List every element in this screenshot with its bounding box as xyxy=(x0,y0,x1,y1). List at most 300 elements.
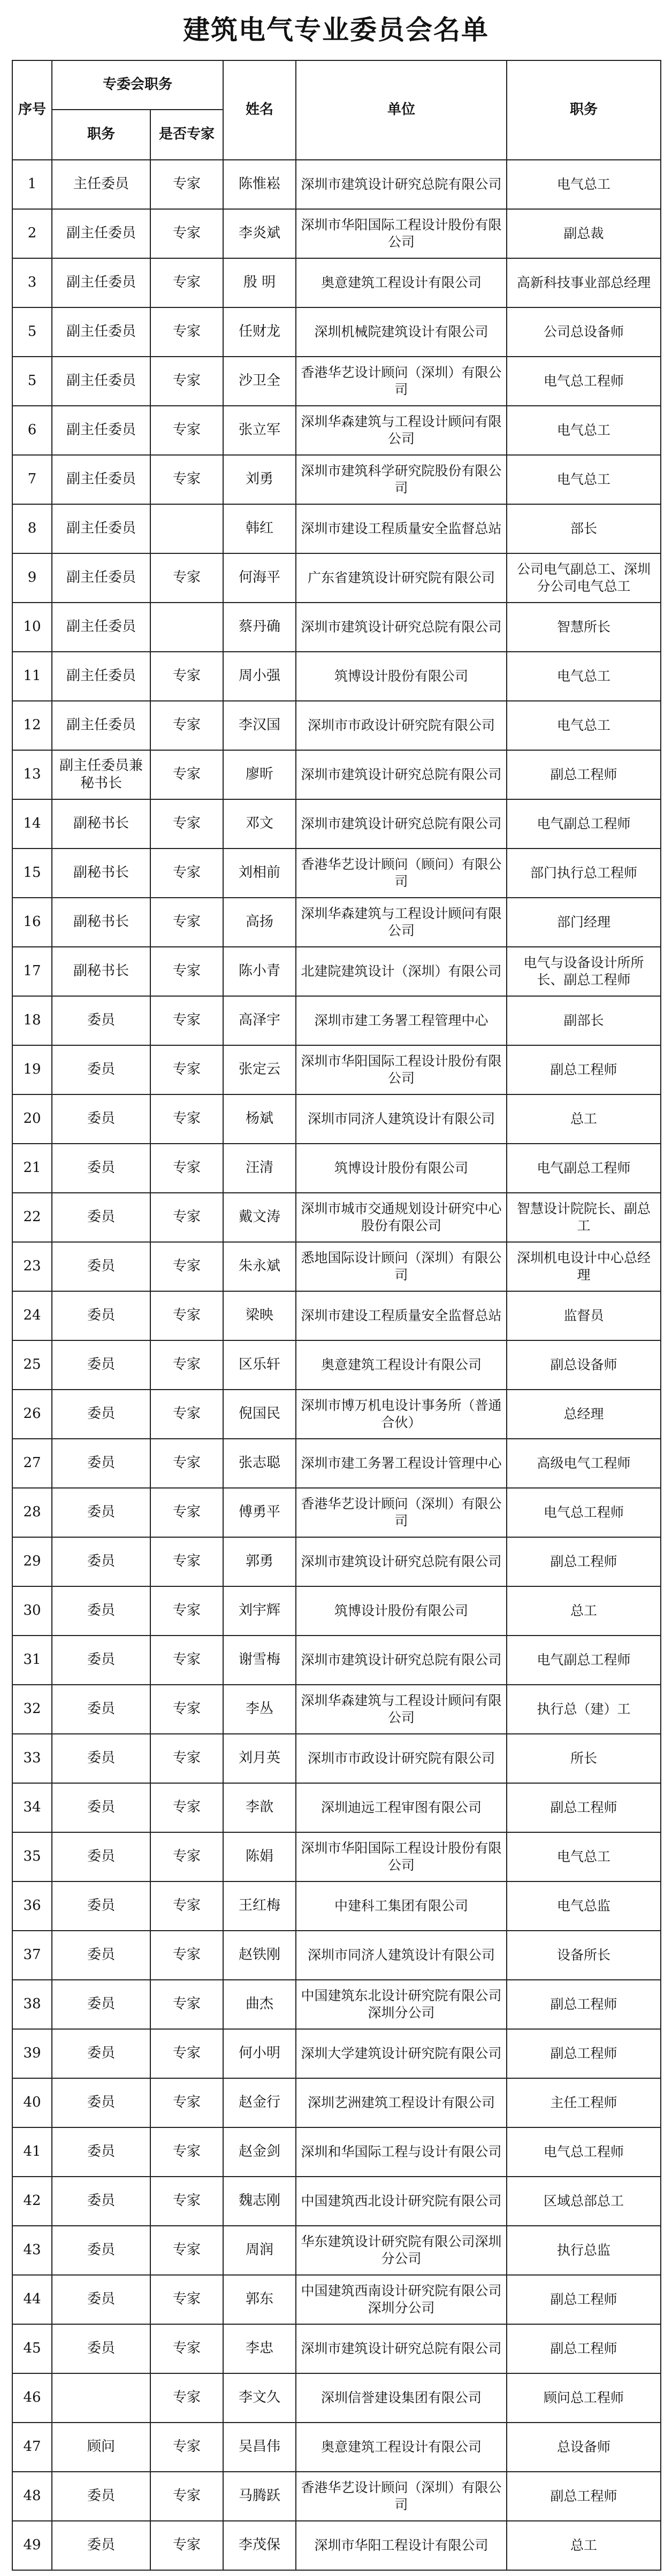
cell-seq: 5 xyxy=(12,307,52,357)
cell-name: 周润 xyxy=(223,2226,296,2275)
table-row xyxy=(12,898,661,947)
cell-name: 沙卫全 xyxy=(223,357,296,406)
cell-name: 马腾跃 xyxy=(223,2472,296,2521)
cell-name: 傅勇平 xyxy=(223,1488,296,1537)
cell-name: 倪国民 xyxy=(223,1390,296,1439)
cell-seq: 1 xyxy=(12,160,52,209)
table-row xyxy=(12,1881,661,1931)
cell-seq: 41 xyxy=(12,2127,52,2177)
cell-seq: 25 xyxy=(12,1340,52,1390)
cell-role: 主任委员 xyxy=(52,160,150,209)
cell-seq: 17 xyxy=(12,947,52,996)
cell-expert: 专家 xyxy=(150,307,223,357)
cell-role: 委员 xyxy=(52,1094,150,1144)
cell-expert: 专家 xyxy=(150,1340,223,1390)
cell-unit: 深圳市华阳国际工程设计股份有限公司 xyxy=(296,1832,507,1881)
cell-seq: 39 xyxy=(12,2029,52,2078)
cell-position: 副总工程师 xyxy=(507,750,661,799)
cell-unit: 深圳市建筑设计研究总院有限公司 xyxy=(296,750,507,799)
table-row xyxy=(12,750,661,799)
cell-name: 区乐轩 xyxy=(223,1340,296,1390)
table-row xyxy=(12,2324,661,2373)
cell-expert: 专家 xyxy=(150,1537,223,1586)
cell-seq: 21 xyxy=(12,1144,52,1193)
cell-role: 委员 xyxy=(52,1439,150,1488)
cell-position: 总工 xyxy=(507,1586,661,1636)
cell-expert: 专家 xyxy=(150,1832,223,1881)
cell-seq: 43 xyxy=(12,2226,52,2275)
cell-unit: 香港华艺设计顾问（深圳）有限公司 xyxy=(296,2472,507,2521)
table-row xyxy=(12,1931,661,1980)
table-row xyxy=(12,2078,661,2127)
table-row xyxy=(12,1242,661,1291)
cell-seq: 46 xyxy=(12,2373,52,2423)
cell-unit: 深圳市城市交通规划设计研究中心股份有限公司 xyxy=(296,1193,507,1242)
cell-expert: 专家 xyxy=(150,553,223,603)
cell-name: 戴文涛 xyxy=(223,1193,296,1242)
cell-position: 副总工程师 xyxy=(507,1783,661,1832)
cell-position: 智慧所长 xyxy=(507,603,661,652)
cell-unit: 深圳市市政设计研究院有限公司 xyxy=(296,1734,507,1783)
cell-unit: 中国建筑东北设计研究院有限公司深圳分公司 xyxy=(296,1980,507,2029)
cell-seq: 44 xyxy=(12,2275,52,2324)
table-row xyxy=(12,1832,661,1881)
cell-seq: 36 xyxy=(12,1881,52,1931)
header-row-top xyxy=(12,60,661,110)
cell-role: 委员 xyxy=(52,1144,150,1193)
cell-unit: 深圳市建设工程质量安全监督总站 xyxy=(296,1291,507,1340)
table-row xyxy=(12,2423,661,2472)
cell-seq: 20 xyxy=(12,1094,52,1144)
cell-position: 部门经理 xyxy=(507,898,661,947)
table-row xyxy=(12,1439,661,1488)
cell-expert: 专家 xyxy=(150,209,223,258)
cell-role: 委员 xyxy=(52,1340,150,1390)
cell-unit: 筑博设计股份有限公司 xyxy=(296,652,507,701)
cell-seq: 45 xyxy=(12,2324,52,2373)
cell-expert: 专家 xyxy=(150,455,223,504)
cell-role: 委员 xyxy=(52,2226,150,2275)
cell-expert: 专家 xyxy=(150,2177,223,2226)
cell-role: 委员 xyxy=(52,1832,150,1881)
cell-position: 电气总工 xyxy=(507,160,661,209)
cell-unit: 筑博设计股份有限公司 xyxy=(296,1144,507,1193)
cell-seq: 32 xyxy=(12,1685,52,1734)
cell-position: 电气总工程师 xyxy=(507,357,661,406)
cell-role: 委员 xyxy=(52,1734,150,1783)
cell-position: 执行总监 xyxy=(507,2226,661,2275)
cell-role: 副主任委员 xyxy=(52,553,150,603)
cell-seq: 37 xyxy=(12,1931,52,1980)
cell-name: 郭勇 xyxy=(223,1537,296,1586)
cell-role: 副主任委员 xyxy=(52,209,150,258)
cell-position: 电气副总工程师 xyxy=(507,1144,661,1193)
header-expert: 是否专家 xyxy=(150,110,223,160)
cell-seq: 12 xyxy=(12,701,52,750)
cell-name: 殷 明 xyxy=(223,258,296,307)
cell-expert: 专家 xyxy=(150,1636,223,1685)
cell-unit: 深圳市建筑设计研究总院有限公司 xyxy=(296,160,507,209)
cell-name: 张立军 xyxy=(223,406,296,455)
cell-unit: 北建院建筑设计（深圳）有限公司 xyxy=(296,947,507,996)
table-row xyxy=(12,1586,661,1636)
cell-name: 李炎斌 xyxy=(223,209,296,258)
cell-expert: 专家 xyxy=(150,357,223,406)
cell-seq: 33 xyxy=(12,1734,52,1783)
cell-position: 总经理 xyxy=(507,1390,661,1439)
cell-seq: 2 xyxy=(12,209,52,258)
cell-role: 委员 xyxy=(52,2521,150,2570)
table-row xyxy=(12,1390,661,1439)
cell-name: 张定云 xyxy=(223,1045,296,1094)
cell-unit: 中国建筑西南设计研究院有限公司深圳分公司 xyxy=(296,2275,507,2324)
cell-unit: 深圳市华阳国际工程设计股份有限公司 xyxy=(296,1045,507,1094)
cell-unit: 筑博设计股份有限公司 xyxy=(296,1586,507,1636)
cell-name: 李汉国 xyxy=(223,701,296,750)
cell-seq: 5 xyxy=(12,357,52,406)
cell-expert: 专家 xyxy=(150,1783,223,1832)
header-unit: 单位 xyxy=(296,60,507,160)
cell-seq: 24 xyxy=(12,1291,52,1340)
table-row xyxy=(12,1094,661,1144)
table-row xyxy=(12,1340,661,1390)
cell-position: 区域总部总工 xyxy=(507,2177,661,2226)
table-row xyxy=(12,2275,661,2324)
cell-role: 副秘书长 xyxy=(52,799,150,849)
cell-unit: 深圳艺洲建筑工程设计有限公司 xyxy=(296,2078,507,2127)
cell-seq: 16 xyxy=(12,898,52,947)
table-row xyxy=(12,1734,661,1783)
cell-name: 李茂保 xyxy=(223,2521,296,2570)
cell-expert: 专家 xyxy=(150,701,223,750)
cell-name: 陈惟崧 xyxy=(223,160,296,209)
cell-name: 汪清 xyxy=(223,1144,296,1193)
cell-expert xyxy=(150,504,223,553)
cell-expert: 专家 xyxy=(150,1094,223,1144)
cell-unit: 深圳市建筑科学研究院股份有限公司 xyxy=(296,455,507,504)
cell-seq: 23 xyxy=(12,1242,52,1291)
cell-role: 委员 xyxy=(52,2078,150,2127)
cell-name: 魏志刚 xyxy=(223,2177,296,2226)
cell-expert: 专家 xyxy=(150,898,223,947)
cell-seq: 47 xyxy=(12,2423,52,2472)
cell-unit: 深圳市建工务署工程设计管理中心 xyxy=(296,1439,507,1488)
cell-name: 邓文 xyxy=(223,799,296,849)
cell-expert: 专家 xyxy=(150,1881,223,1931)
cell-expert: 专家 xyxy=(150,1291,223,1340)
cell-seq: 26 xyxy=(12,1390,52,1439)
cell-role: 副主任委员 xyxy=(52,701,150,750)
cell-position: 副总工程师 xyxy=(507,2324,661,2373)
table-row xyxy=(12,504,661,553)
cell-unit: 深圳市建筑设计研究总院有限公司 xyxy=(296,1537,507,1586)
cell-expert: 专家 xyxy=(150,2472,223,2521)
cell-name: 李歆 xyxy=(223,1783,296,1832)
cell-name: 郭东 xyxy=(223,2275,296,2324)
cell-position: 副总设备师 xyxy=(507,1340,661,1390)
cell-role: 委员 xyxy=(52,1881,150,1931)
cell-name: 杨斌 xyxy=(223,1094,296,1144)
cell-expert: 专家 xyxy=(150,1685,223,1734)
cell-role: 委员 xyxy=(52,1636,150,1685)
cell-expert: 专家 xyxy=(150,2373,223,2423)
cell-name: 高泽宇 xyxy=(223,996,296,1045)
table-row xyxy=(12,406,661,455)
cell-position: 电气总工程师 xyxy=(507,1488,661,1537)
cell-unit: 深圳市建筑设计研究总院有限公司 xyxy=(296,799,507,849)
cell-expert: 专家 xyxy=(150,2127,223,2177)
header-committee-group: 专委会职务 xyxy=(52,60,223,110)
cell-position: 副部长 xyxy=(507,996,661,1045)
cell-expert: 专家 xyxy=(150,2324,223,2373)
cell-expert: 专家 xyxy=(150,1931,223,1980)
cell-name: 王红梅 xyxy=(223,1881,296,1931)
cell-unit: 深圳市同济人建筑设计有限公司 xyxy=(296,1931,507,1980)
cell-expert: 专家 xyxy=(150,652,223,701)
cell-role: 委员 xyxy=(52,2177,150,2226)
table-row xyxy=(12,2226,661,2275)
cell-unit: 香港华艺设计顾问（顾问）有限公司 xyxy=(296,849,507,898)
cell-seq: 28 xyxy=(12,1488,52,1537)
table-row xyxy=(12,1980,661,2029)
cell-position: 总工 xyxy=(507,1094,661,1144)
cell-role: 委员 xyxy=(52,1783,150,1832)
cell-role: 委员 xyxy=(52,2275,150,2324)
cell-seq: 22 xyxy=(12,1193,52,1242)
cell-role: 委员 xyxy=(52,1931,150,1980)
table-row xyxy=(12,1045,661,1094)
cell-expert xyxy=(150,603,223,652)
cell-expert: 专家 xyxy=(150,160,223,209)
cell-seq: 10 xyxy=(12,603,52,652)
cell-seq: 38 xyxy=(12,1980,52,2029)
cell-unit: 深圳和华国际工程与设计有限公司 xyxy=(296,2127,507,2177)
cell-seq: 27 xyxy=(12,1439,52,1488)
cell-role: 委员 xyxy=(52,996,150,1045)
cell-role: 委员 xyxy=(52,2472,150,2521)
cell-unit: 奥意建筑工程设计有限公司 xyxy=(296,1340,507,1390)
table-row xyxy=(12,1783,661,1832)
cell-expert: 专家 xyxy=(150,406,223,455)
cell-name: 吴昌伟 xyxy=(223,2423,296,2472)
table-row xyxy=(12,996,661,1045)
cell-expert: 专家 xyxy=(150,750,223,799)
cell-position: 所长 xyxy=(507,1734,661,1783)
cell-unit: 中建科工集团有限公司 xyxy=(296,1881,507,1931)
cell-role: 委员 xyxy=(52,1488,150,1537)
cell-unit: 深圳华森建筑与工程设计顾问有限公司 xyxy=(296,1685,507,1734)
cell-position: 电气总工 xyxy=(507,652,661,701)
cell-role: 委员 xyxy=(52,2029,150,2078)
cell-seq: 6 xyxy=(12,406,52,455)
table-row xyxy=(12,1291,661,1340)
cell-role: 副主任委员 xyxy=(52,307,150,357)
cell-seq: 42 xyxy=(12,2177,52,2226)
cell-seq: 18 xyxy=(12,996,52,1045)
cell-role: 委员 xyxy=(52,1390,150,1439)
table-row xyxy=(12,652,661,701)
header-name: 姓名 xyxy=(223,60,296,160)
cell-name: 周小强 xyxy=(223,652,296,701)
cell-role: 委员 xyxy=(52,2324,150,2373)
cell-name: 梁映 xyxy=(223,1291,296,1340)
table-row xyxy=(12,2029,661,2078)
cell-unit: 奥意建筑工程设计有限公司 xyxy=(296,258,507,307)
cell-expert: 专家 xyxy=(150,2029,223,2078)
cell-unit: 深圳信誉建设集团有限公司 xyxy=(296,2373,507,2423)
cell-role: 委员 xyxy=(52,1537,150,1586)
cell-name: 李丛 xyxy=(223,1685,296,1734)
cell-position: 副总裁 xyxy=(507,209,661,258)
cell-position: 电气总工 xyxy=(507,406,661,455)
cell-unit: 深圳市市政设计研究院有限公司 xyxy=(296,701,507,750)
header-position: 职务 xyxy=(507,60,661,160)
cell-expert: 专家 xyxy=(150,1242,223,1291)
cell-position: 电气副总工程师 xyxy=(507,1636,661,1685)
table-row xyxy=(12,701,661,750)
cell-name: 赵金行 xyxy=(223,2078,296,2127)
table-body xyxy=(12,160,661,2570)
cell-expert: 专家 xyxy=(150,1980,223,2029)
cell-expert: 专家 xyxy=(150,2423,223,2472)
cell-name: 谢雪梅 xyxy=(223,1636,296,1685)
cell-unit: 深圳市华阳国际工程设计股份有限公司 xyxy=(296,209,507,258)
cell-expert: 专家 xyxy=(150,947,223,996)
table-row xyxy=(12,209,661,258)
cell-unit: 深圳市同济人建筑设计有限公司 xyxy=(296,1094,507,1144)
cell-name: 陈娟 xyxy=(223,1832,296,1881)
table-row xyxy=(12,2127,661,2177)
table-row xyxy=(12,1488,661,1537)
cell-position: 副总工程师 xyxy=(507,2029,661,2078)
cell-unit: 华东建筑设计研究院有限公司深圳分公司 xyxy=(296,2226,507,2275)
cell-role: 委员 xyxy=(52,2127,150,2177)
cell-name: 李文久 xyxy=(223,2373,296,2423)
cell-unit: 深圳市建筑设计研究总院有限公司 xyxy=(296,1636,507,1685)
table-row xyxy=(12,1636,661,1685)
cell-expert: 专家 xyxy=(150,849,223,898)
table-row xyxy=(12,2177,661,2226)
cell-seq: 9 xyxy=(12,553,52,603)
table-row xyxy=(12,849,661,898)
cell-role: 副主任委员 xyxy=(52,357,150,406)
cell-unit: 深圳市博万机电设计事务所（普通合伙） xyxy=(296,1390,507,1439)
cell-seq: 7 xyxy=(12,455,52,504)
cell-position: 深圳机电设计中心总经理 xyxy=(507,1242,661,1291)
cell-position: 电气总监 xyxy=(507,1881,661,1931)
cell-name: 赵金剑 xyxy=(223,2127,296,2177)
cell-seq: 13 xyxy=(12,750,52,799)
cell-seq: 31 xyxy=(12,1636,52,1685)
table-row xyxy=(12,947,661,996)
cell-position: 总设备师 xyxy=(507,2423,661,2472)
cell-position: 副总工程师 xyxy=(507,1980,661,2029)
cell-seq: 48 xyxy=(12,2472,52,2521)
cell-expert: 专家 xyxy=(150,258,223,307)
cell-position: 部长 xyxy=(507,504,661,553)
cell-role: 委员 xyxy=(52,1685,150,1734)
cell-expert: 专家 xyxy=(150,1193,223,1242)
cell-position: 电气副总工程师 xyxy=(507,799,661,849)
cell-role: 副主任委员 xyxy=(52,258,150,307)
cell-unit: 深圳迪远工程审图有限公司 xyxy=(296,1783,507,1832)
cell-name: 陈小青 xyxy=(223,947,296,996)
cell-expert: 专家 xyxy=(150,1045,223,1094)
cell-seq: 19 xyxy=(12,1045,52,1094)
cell-expert: 专家 xyxy=(150,2275,223,2324)
cell-expert: 专家 xyxy=(150,799,223,849)
cell-name: 刘勇 xyxy=(223,455,296,504)
table-row xyxy=(12,799,661,849)
cell-position: 副总工程师 xyxy=(507,2472,661,2521)
table-row xyxy=(12,603,661,652)
cell-unit: 深圳市华阳工程设计有限公司 xyxy=(296,2521,507,2570)
cell-role: 副主任委员 xyxy=(52,406,150,455)
cell-position: 智慧设计院院长、副总工 xyxy=(507,1193,661,1242)
cell-position: 电气总工 xyxy=(507,455,661,504)
cell-seq: 3 xyxy=(12,258,52,307)
cell-role: 副主任委员 xyxy=(52,652,150,701)
cell-expert: 专家 xyxy=(150,1439,223,1488)
cell-name: 韩红 xyxy=(223,504,296,553)
cell-expert: 专家 xyxy=(150,1488,223,1537)
cell-position: 执行总（建）工 xyxy=(507,1685,661,1734)
cell-role: 副秘书长 xyxy=(52,849,150,898)
cell-unit: 深圳华森建筑与工程设计顾问有限公司 xyxy=(296,406,507,455)
cell-seq: 34 xyxy=(12,1783,52,1832)
table-row xyxy=(12,1193,661,1242)
cell-name: 刘月英 xyxy=(223,1734,296,1783)
table-row xyxy=(12,1685,661,1734)
cell-name: 高扬 xyxy=(223,898,296,947)
cell-position: 电气总工 xyxy=(507,1832,661,1881)
cell-seq: 40 xyxy=(12,2078,52,2127)
cell-position: 副总工程师 xyxy=(507,1045,661,1094)
header-role: 职务 xyxy=(52,110,150,160)
cell-role: 委员 xyxy=(52,1242,150,1291)
table-row xyxy=(12,160,661,209)
cell-name: 刘相前 xyxy=(223,849,296,898)
cell-role: 副秘书长 xyxy=(52,947,150,996)
table-row xyxy=(12,307,661,357)
cell-unit: 香港华艺设计顾问（深圳）有限公司 xyxy=(296,357,507,406)
cell-position: 电气与设备设计所所长、副总工程师 xyxy=(507,947,661,996)
cell-unit: 深圳华森建筑与工程设计顾问有限公司 xyxy=(296,898,507,947)
table-row xyxy=(12,357,661,406)
cell-unit: 香港华艺设计顾问（深圳）有限公司 xyxy=(296,1488,507,1537)
cell-seq: 11 xyxy=(12,652,52,701)
cell-unit: 奥意建筑工程设计有限公司 xyxy=(296,2423,507,2472)
cell-expert: 专家 xyxy=(150,2078,223,2127)
cell-unit: 深圳市建设工程质量安全监督总站 xyxy=(296,504,507,553)
cell-position: 高新科技事业部总经理 xyxy=(507,258,661,307)
cell-expert: 专家 xyxy=(150,1734,223,1783)
cell-unit: 广东省建筑设计研究院有限公司 xyxy=(296,553,507,603)
cell-role: 委员 xyxy=(52,1045,150,1094)
cell-name: 何海平 xyxy=(223,553,296,603)
cell-role: 副主任委员兼秘书长 xyxy=(52,750,150,799)
cell-seq: 49 xyxy=(12,2521,52,2570)
cell-name: 刘宇辉 xyxy=(223,1586,296,1636)
cell-unit: 深圳大学建筑设计研究院有限公司 xyxy=(296,2029,507,2078)
cell-name: 何小明 xyxy=(223,2029,296,2078)
cell-seq: 15 xyxy=(12,849,52,898)
cell-expert: 专家 xyxy=(150,2226,223,2275)
cell-expert: 专家 xyxy=(150,2521,223,2570)
cell-role: 副主任委员 xyxy=(52,504,150,553)
cell-seq: 30 xyxy=(12,1586,52,1636)
cell-role: 副主任委员 xyxy=(52,455,150,504)
